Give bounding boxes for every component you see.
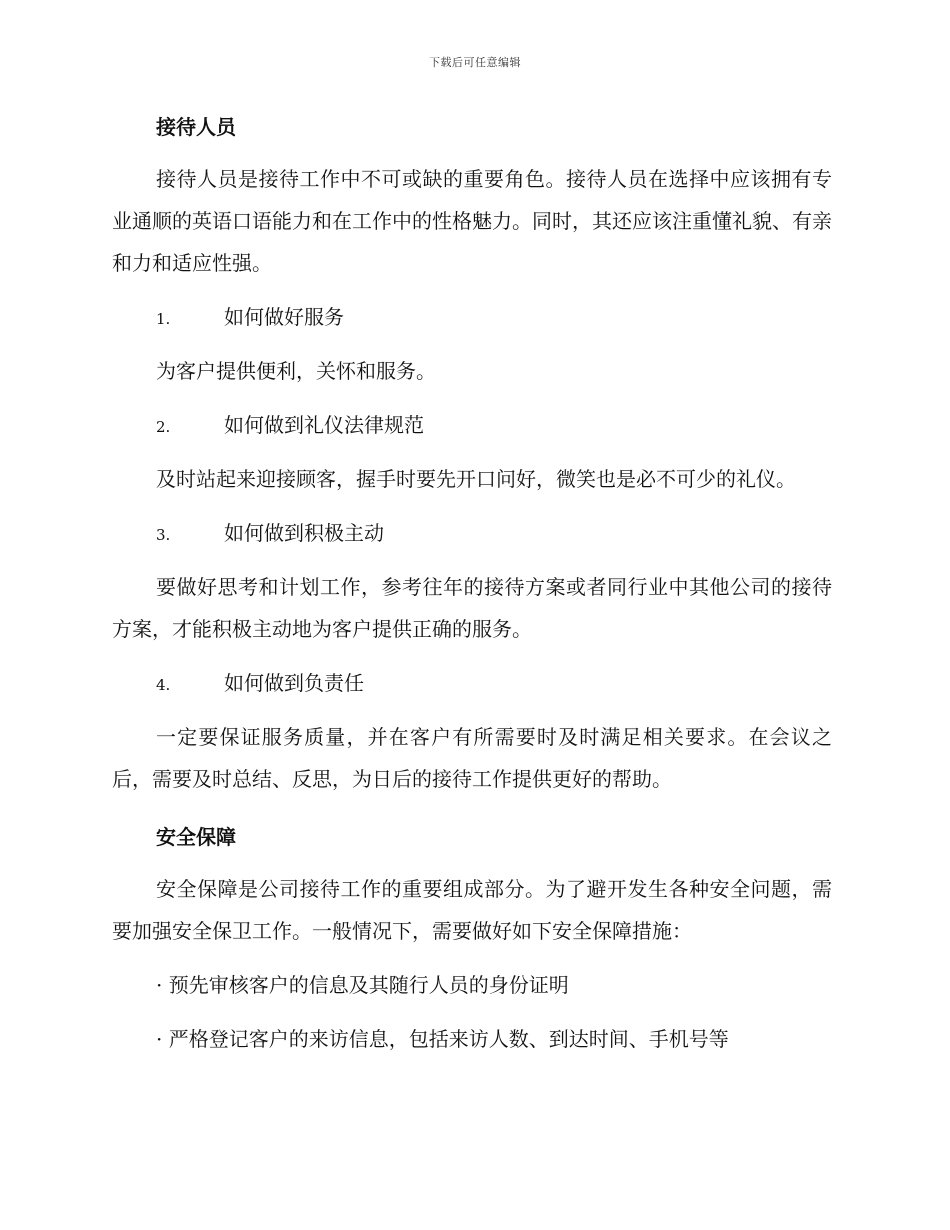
item-1-paragraph: 为客户提供便利，关怀和服务。 <box>156 359 436 383</box>
numbered-item-4 <box>156 662 832 704</box>
section-heading-reception: 接待人员 <box>156 115 236 139</box>
item-number: 1. <box>156 310 171 328</box>
item-2-paragraph: 及时站起来迎接顾客，握手时要先开口问好，微笑也是必不可少的礼仪。 <box>156 467 796 491</box>
item-number: 2. <box>156 418 171 436</box>
bullet-item-1: · 预先审核客户的信息及其随行人员的身份证明 <box>156 973 569 997</box>
bullet-item-2: · 严格登记客户的来访信息，包括来访人数、到达时间、手机号等 <box>156 1027 729 1051</box>
item-title: 如何做好服务 <box>224 305 344 329</box>
item-4-paragraph: 一定要保证服务质量，并在客户有所需要时及时满足相关要求。在会议之后，需要及时总结、反思，为日后的接待工作提供更好的帮助。 <box>112 725 832 791</box>
page-header-note: 下载后可任意编辑 <box>429 56 521 69</box>
item-title: 如何做到礼仪法律规范 <box>224 413 424 437</box>
reception-intro-paragraph: 接待人员是接待工作中不可或缺的重要角色。接待人员在选择中应该拥有专业通顺的英语口语能力和在工作中的性格魅力。同时，其还应该注重懂礼貌、有亲和力和适应性强。 <box>112 167 832 275</box>
item-number: 3. <box>156 526 171 544</box>
item-title: 如何做到负责任 <box>224 671 364 695</box>
item-number: 4. <box>156 676 171 694</box>
numbered-item-2 <box>156 404 832 446</box>
numbered-item-3 <box>156 512 832 554</box>
section-heading-security: 安全保障 <box>156 825 236 849</box>
item-title: 如何做到积极主动 <box>224 521 384 545</box>
numbered-item-1 <box>156 296 832 338</box>
security-intro-paragraph: 安全保障是公司接待工作的重要组成部分。为了避开发生各种安全问题，需要加强安全保卫工作。一般情况下，需要做好如下安全保障措施： <box>112 877 832 943</box>
item-3-paragraph: 要做好思考和计划工作，参考往年的接待方案或者同行业中其他公司的接待方案，才能积极主动地为客户提供正确的服务。 <box>112 575 832 641</box>
document-body <box>112 108 832 1072</box>
